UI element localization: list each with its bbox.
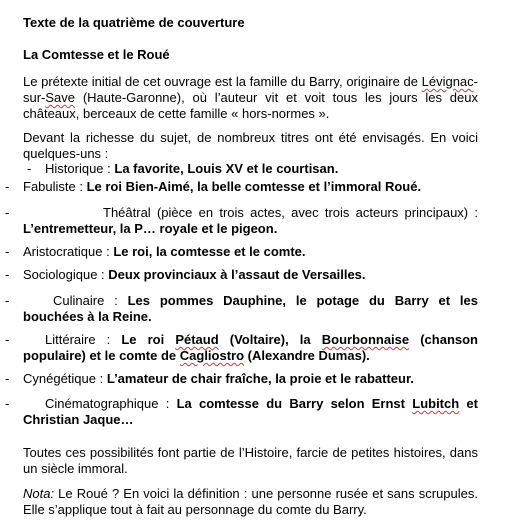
place-separator: -sur- [23, 74, 478, 105]
title-value-part: (chanson populaire) et le comte de [23, 332, 479, 363]
title-item-fabuliste [23, 179, 478, 195]
title-label: Théâtral (pièce en trois actes, avec trois acteurs principaux) : [103, 205, 478, 220]
bullet-marker: - [5, 205, 10, 220]
closing-paragraph: Toutes ces possibilités font partie de l’Histoire, farcie de petites histoires, dans un siècle immoral. [23, 445, 478, 476]
title-label: Cinématographique : [45, 396, 177, 411]
title-value-part: Cagliostro [179, 348, 245, 363]
place-name-levignac: Lévignac [421, 74, 474, 89]
note-paragraph [23, 486, 478, 518]
title-value-part: (Voltaire), la [218, 332, 322, 347]
title-label: Culinaire : [53, 293, 128, 308]
title-label: Fabuliste : [23, 179, 87, 194]
bullet-marker: - [5, 332, 10, 347]
place-name-save: Save [45, 90, 76, 105]
title-value-part: (Alexandre Dumas). [244, 348, 370, 363]
intro-paragraph [23, 74, 478, 122]
title-value: La favorite, Louis XV et le courtisan. [114, 161, 339, 176]
page-heading: Texte de la quatrième de couverture [23, 15, 245, 30]
title-value: Le roi Bien-Aimé, la belle comtesse et l’immoral Roué. [86, 179, 422, 194]
title-value: L’entremetteur, la P… royale et le pigeon. [23, 221, 278, 236]
bullet-marker: - [5, 396, 10, 411]
bullet-marker: - [5, 371, 10, 386]
title-value-part: Le roi [121, 332, 176, 347]
title-value-part: Bourbonnaise [321, 332, 410, 347]
title-value: Les pommes Dauphine, le potage du Barry et les bouchées à la Reine. [23, 293, 478, 324]
title-value-part: et Christian Jaque… [23, 396, 478, 427]
bullet-marker: - [5, 179, 10, 194]
title-value: Le roi, la comtesse et le comte. [113, 244, 306, 259]
lead-paragraph: Devant la richesse du sujet, de nombreux titres ont été envisagés. En voici quelques-uns : [23, 130, 478, 161]
title-item-historique [45, 161, 478, 177]
title-item-sociologique [23, 267, 478, 283]
title-item-cynegetique [23, 371, 478, 387]
bullet-marker: - [5, 293, 10, 308]
title-label: Historique : [45, 161, 115, 176]
intro-text-1: Le prétexte initial de cet ouvrage est la famille du Barry, originaire de [23, 74, 418, 89]
note-label: Nota: [23, 486, 55, 501]
title-value: L’amateur de chair fraîche, la proie et le rabatteur. [106, 371, 414, 386]
title-value: Deux provinciaux à l’assaut de Versailles. [108, 267, 366, 282]
title-item-aristocratique [23, 244, 478, 260]
title-item-theatral [23, 205, 478, 237]
document-title: La Comtesse et le Roué [23, 47, 170, 62]
title-value-part: Lubitch [412, 396, 460, 411]
bullet-marker: - [27, 161, 32, 176]
title-item-culinaire [23, 293, 478, 325]
title-item-cinematographique [23, 396, 478, 428]
title-label: Aristocratique : [23, 244, 114, 259]
title-label: Cynégétique : [23, 371, 107, 386]
title-value-part: La comtesse du Barry selon Ernst [176, 396, 413, 411]
note-text: Le Roué ? En voici la définition : une personne rusée et sans scrupules. Elle s’applique tout à fait au personnage du comte du Barry. [23, 486, 478, 517]
intro-text-2: (Haute-Garonne), où l’auteur vit et voit tous les jours les deux châteaux, berceaux de cette famille « hors-normes ». [23, 90, 478, 121]
bullet-marker: - [5, 244, 10, 259]
title-item-litteraire [23, 332, 478, 364]
bullet-marker: - [5, 267, 10, 282]
title-label: Littéraire : [45, 332, 122, 347]
title-value-part: Pétaud [175, 332, 219, 347]
title-label: Sociologique : [23, 267, 109, 282]
